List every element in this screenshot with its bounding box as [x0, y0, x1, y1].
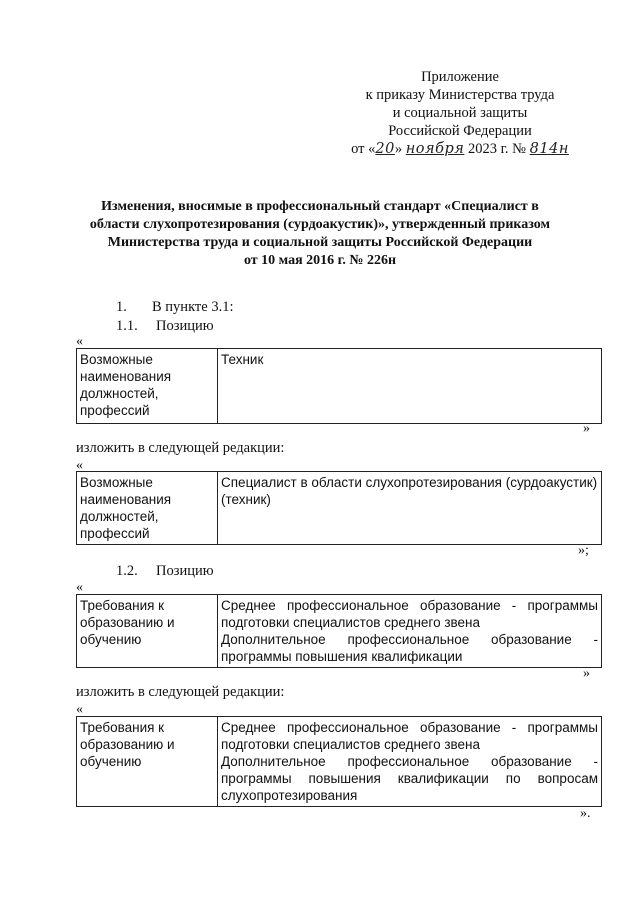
item-1-1-number: 1.1.: [116, 318, 138, 334]
table-4-value: [218, 717, 602, 807]
handwritten-number: 814н: [529, 141, 569, 157]
document-title: [80, 198, 560, 270]
date-year: 2023 г. №: [467, 141, 527, 157]
table-4-label: Требования к образованию и обучению: [77, 717, 218, 807]
table-1-value: Техник: [218, 349, 602, 424]
table-row: [77, 349, 602, 424]
quote-close-3: »: [583, 666, 590, 681]
title-line-2: области слухопротезирования (сурдоакустик)», утвержденный приказом: [89, 217, 551, 232]
title-line-4: от 10 мая 2016 г. № 226н: [243, 253, 397, 268]
quote-close-1: »: [583, 421, 590, 436]
table-row: [77, 472, 602, 545]
table-4: [76, 716, 602, 807]
quote-open-4: «: [76, 702, 83, 717]
table-3: [76, 594, 602, 668]
quote-open-1: «: [76, 334, 83, 349]
quote-open-3: «: [76, 580, 83, 595]
redaction-text-1: изложить в следующей редакции:: [76, 440, 285, 456]
appendix-line-4: Российской Федерации: [388, 123, 532, 139]
title-line-1: Изменения, вносимые в профессиональный стандарт «Специалист в: [101, 199, 539, 214]
table-4-value-line-2: Дополнительное профессиональное образование - программы повышения квалификации по вопросам слухопротезирования: [221, 754, 598, 803]
item-1-2-number: 1.2.: [116, 563, 138, 579]
item-1-1-text: Позицию: [156, 318, 214, 334]
table-2-value: Специалист в области слухопротезирования (сурдоакустик) (техник): [218, 472, 602, 545]
title-line-3: Министерства труда и социальной защиты Российской Федерации: [107, 235, 533, 250]
item-1-2-text: Позицию: [156, 563, 214, 579]
table-3-value: [218, 595, 602, 668]
table-1: [76, 348, 602, 424]
handwritten-day: 20: [375, 141, 395, 157]
table-3-value-line-2: Дополнительное профессиональное образование - программы повышения квалификации: [221, 632, 598, 664]
appendix-line-3: и социальной защиты: [392, 105, 528, 121]
appendix-header: [340, 68, 580, 158]
appendix-line-2: к приказу Министерства труда: [365, 87, 555, 103]
quote-close-period: ».: [580, 806, 591, 821]
date-prefix: от «: [351, 141, 376, 157]
table-2: [76, 471, 602, 545]
redaction-text-2: изложить в следующей редакции:: [76, 684, 285, 700]
item-1-text: В пункте 3.1:: [152, 299, 234, 315]
quote-close-semicolon: »;: [578, 543, 589, 558]
appendix-line-1: Приложение: [421, 69, 499, 85]
table-row: [77, 717, 602, 807]
table-3-label: Требования к образованию и обучению: [77, 595, 218, 668]
quote-open-2: «: [76, 458, 83, 473]
handwritten-month: ноября: [405, 141, 465, 157]
item-1-number: 1.: [116, 299, 127, 315]
table-1-label: Возможные наименования должностей, профессий: [77, 349, 218, 424]
table-2-label: Возможные наименования должностей, профессий: [77, 472, 218, 545]
date-mid: »: [394, 141, 403, 157]
table-row: [77, 595, 602, 668]
appendix-date-line: [340, 140, 580, 158]
table-4-value-line-1: Среднее профессиональное образование - программы подготовки специалистов среднего звена: [221, 720, 598, 752]
table-3-value-line-1: Среднее профессиональное образование - программы подготовки специалистов среднего звена: [221, 598, 598, 630]
